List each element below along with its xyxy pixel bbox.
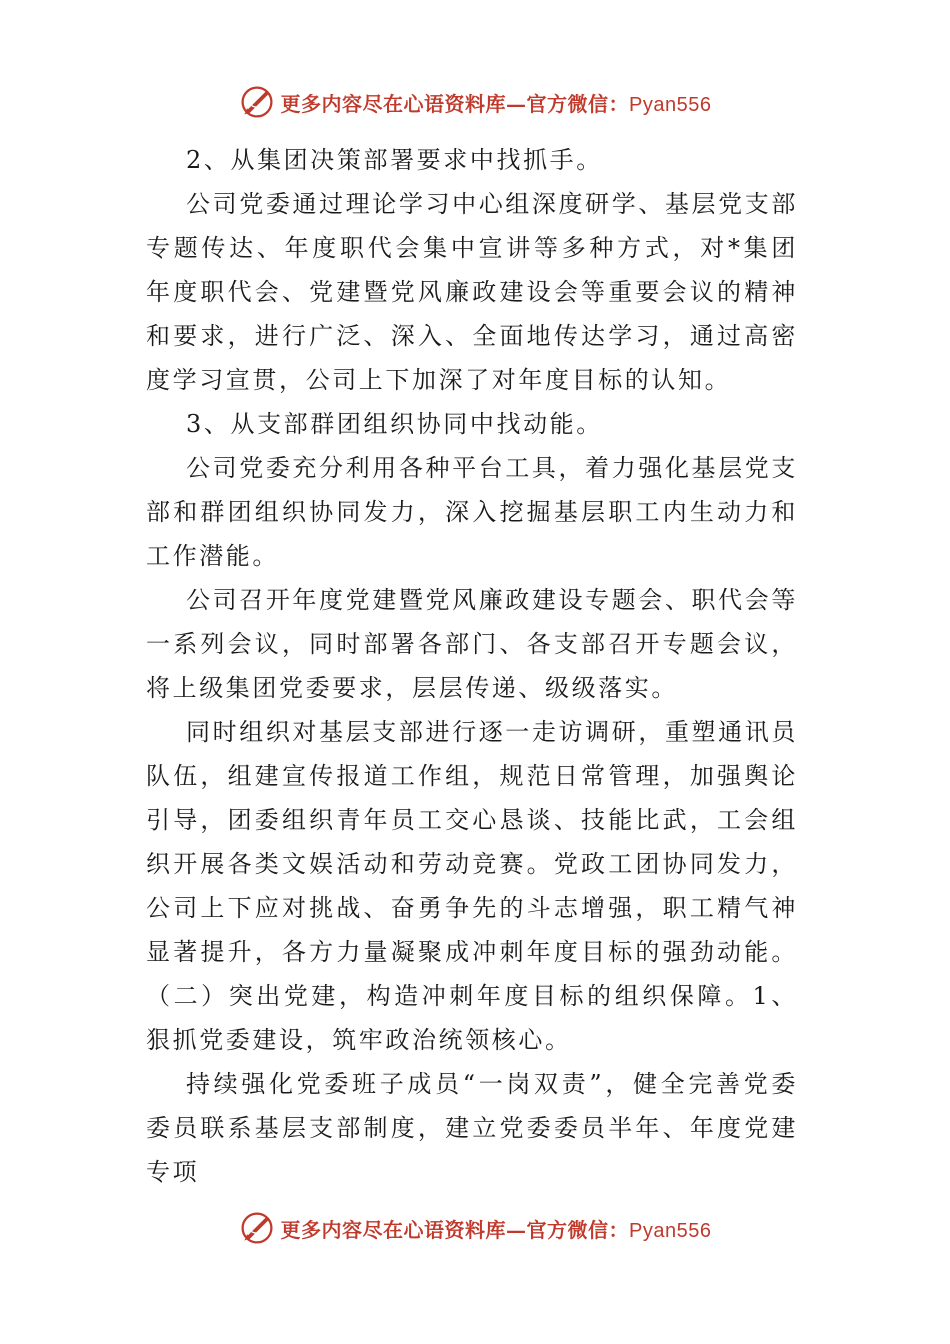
paragraph: 同时组织对基层支部进行逐一走访调研，重塑通讯员队伍，组建宣传报道工作组，规范日常管理，加强舆论引导，团委组织青年员工交心恳谈、技能比武，工会组织开展各类文娱活动和劳动竞赛。党政工团协同发力，公司上下应对挑战、奋勇争先的斗志增强，职工精气神显著提升，各方力量凝聚成冲刺年度目标的强劲动能。（二）突出党建，构造冲刺年度目标的组织保障。1、狠抓党委建设，筑牢政治统领核心。	[146, 718, 798, 1054]
watermark-text: 更多内容尽在心语资料库—官方微信：Pyan556	[280, 91, 712, 116]
paragraph: 持续强化党委班子成员“一岗双责”，健全完善党委委员联系基层支部制度，建立党委委员半年、年度党建专项	[146, 1070, 798, 1186]
footer-watermark	[0, 1210, 950, 1246]
document-body	[146, 138, 798, 1194]
paragraph-heading-3: 3、从支部群团组织协同中找动能。	[186, 410, 603, 438]
pen-logo-icon	[239, 84, 275, 120]
watermark-text: 更多内容尽在心语资料库—官方微信：Pyan556	[280, 1217, 712, 1242]
header-watermark	[0, 84, 950, 120]
paragraph-heading-2: 2、从集团决策部署要求中找抓手。	[186, 146, 603, 174]
paragraph: 公司党委通过理论学习中心组深度研学、基层党支部专题传达、年度职代会集中宣讲等多种方式，对*集团年度职代会、党建暨党风廉政建设会等重要会议的精神和要求，进行广泛、深入、全面地传达学习，通过高密度学习宣贯，公司上下加深了对年度目标的认知。	[146, 190, 798, 394]
paragraph: 公司党委充分利用各种平台工具，着力强化基层党支部和群团组织协同发力，深入挖掘基层职工内生动力和工作潜能。	[146, 454, 798, 570]
paragraph: 公司召开年度党建暨党风廉政建设专题会、职代会等一系列会议，同时部署各部门、各支部召开专题会议，将上级集团党委要求，层层传递、级级落实。	[146, 586, 798, 702]
pen-logo-icon	[239, 1210, 275, 1246]
